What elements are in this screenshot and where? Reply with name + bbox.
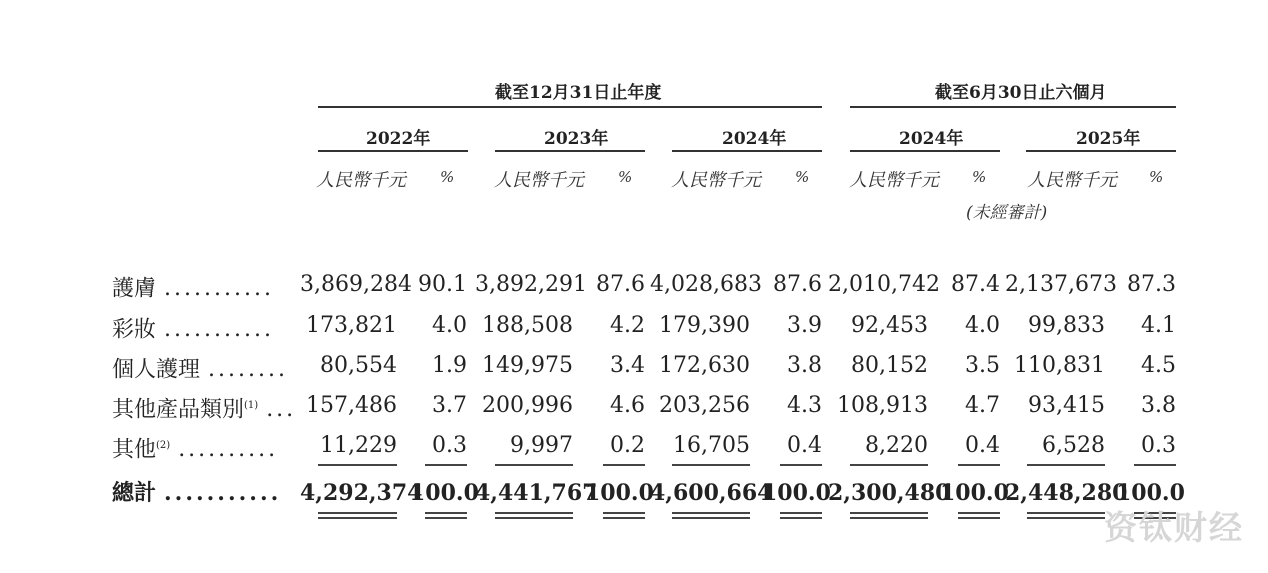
cell-2023-amount: 149,975 <box>482 353 573 378</box>
subtotal-rule <box>318 464 397 466</box>
cell-2024-interim-amount: 2,300,480 <box>828 480 951 506</box>
pct-label-2025-interim: % <box>1149 168 1164 186</box>
row-label: 彩妝 ........... <box>112 317 274 343</box>
table-row-makeup <box>0 309 1268 343</box>
header-group-annual-rule <box>318 106 822 108</box>
cell-2024-interim-pct: 4.7 <box>965 393 1000 418</box>
cell-2025-interim-pct: 100.0 <box>1116 480 1185 506</box>
year-rule-2024 <box>672 150 822 152</box>
cell-2024-interim-amount: 80,152 <box>851 353 928 378</box>
pct-label-2024: % <box>795 168 810 186</box>
cell-2024-interim-pct: 0.4 <box>965 433 1000 458</box>
cell-2025-interim-pct: 3.8 <box>1141 393 1176 418</box>
total-double-rule <box>318 517 397 519</box>
pct-label-2022: % <box>440 168 455 186</box>
subtotal-rule <box>672 464 750 466</box>
cell-2024-interim-amount: 108,913 <box>837 393 928 418</box>
total-double-rule <box>850 517 928 519</box>
cell-2023-amount: 200,996 <box>482 393 573 418</box>
cell-2022-amount: 3,869,284 <box>300 272 412 297</box>
subtotal-rule <box>425 464 467 466</box>
cell-2024-pct: 87.6 <box>773 272 822 297</box>
header-group-annual: 截至12月31日止年度 <box>495 83 662 103</box>
year-rule-2022 <box>318 150 468 152</box>
subtotal-rule <box>780 464 822 466</box>
subtotal-rule <box>495 464 573 466</box>
cell-2024-amount: 203,256 <box>659 393 750 418</box>
table-row-total <box>0 476 1268 510</box>
cell-2022-pct: 3.7 <box>432 393 467 418</box>
cell-2022-pct: 90.1 <box>418 272 467 297</box>
cell-2024-pct: 100.0 <box>762 480 831 506</box>
cell-2024-amount: 4,600,664 <box>650 480 773 506</box>
cell-2023-pct: 87.6 <box>596 272 645 297</box>
cell-2022-pct: 0.3 <box>432 433 467 458</box>
cell-2023-amount: 9,997 <box>510 433 573 458</box>
cell-2022-pct: 100.0 <box>410 480 479 506</box>
total-double-rule <box>603 517 645 519</box>
table-row-personal-care <box>0 349 1268 383</box>
total-double-rule <box>1027 512 1105 514</box>
total-double-rule <box>958 512 1000 514</box>
subtotal-rule <box>1027 464 1105 466</box>
cell-2022-amount: 157,486 <box>306 393 397 418</box>
cell-2022-pct: 1.9 <box>432 353 467 378</box>
cell-2024-interim-amount: 8,220 <box>865 433 928 458</box>
cell-2025-interim-pct: 4.5 <box>1141 353 1176 378</box>
cell-2025-interim-amount: 99,833 <box>1028 313 1105 338</box>
total-double-rule <box>850 512 928 514</box>
cell-2024-amount: 16,705 <box>673 433 750 458</box>
header-group-six-months: 截至6月30日止六個月 <box>935 83 1107 103</box>
cell-2022-amount: 80,554 <box>320 353 397 378</box>
cell-2022-amount: 4,292,374 <box>300 480 423 506</box>
cell-2025-interim-pct: 87.3 <box>1127 272 1176 297</box>
cell-2024-amount: 172,630 <box>659 353 750 378</box>
cell-2023-amount: 3,892,291 <box>475 272 587 297</box>
year-header-2024: 2024年 <box>722 129 787 149</box>
cell-2023-pct: 0.2 <box>610 433 645 458</box>
cell-2024-pct: 0.4 <box>787 433 822 458</box>
cell-2023-pct: 100.0 <box>585 480 654 506</box>
cell-2025-interim-amount: 93,415 <box>1028 393 1105 418</box>
cell-2024-interim-pct: 100.0 <box>940 480 1009 506</box>
header-group-six-months-rule <box>850 106 1176 108</box>
unaudited-label: (未經審計) <box>966 203 1048 223</box>
cell-2022-pct: 4.0 <box>432 313 467 338</box>
row-label: 總計 ........... <box>112 480 282 506</box>
watermark: 资钛财经 <box>1104 508 1244 547</box>
cell-2023-pct: 4.2 <box>610 313 645 338</box>
cell-2024-interim-amount: 2,010,742 <box>828 272 940 297</box>
total-double-rule <box>318 512 397 514</box>
total-double-rule <box>672 517 750 519</box>
year-header-2022: 2022年 <box>366 129 431 149</box>
subtotal-rule <box>958 464 1000 466</box>
cell-2024-interim-pct: 4.0 <box>965 313 1000 338</box>
cell-2025-interim-amount: 6,528 <box>1042 433 1105 458</box>
total-double-rule <box>603 512 645 514</box>
cell-2022-amount: 173,821 <box>306 313 397 338</box>
cell-2024-interim-pct: 87.4 <box>951 272 1000 297</box>
cell-2023-amount: 4,441,767 <box>475 480 598 506</box>
cell-2025-interim-amount: 2,448,280 <box>1005 480 1128 506</box>
cell-2024-interim-amount: 92,453 <box>851 313 928 338</box>
cell-2024-pct: 4.3 <box>787 393 822 418</box>
unit-label-2024-interim: 人民幣千元 <box>849 170 939 191</box>
table-row-other-categories <box>0 389 1268 423</box>
cell-2023-pct: 4.6 <box>610 393 645 418</box>
total-double-rule <box>672 512 750 514</box>
cell-2023-amount: 188,508 <box>482 313 573 338</box>
pct-label-2023: % <box>618 168 633 186</box>
unit-label-2024: 人民幣千元 <box>671 170 761 191</box>
cell-2025-interim-amount: 110,831 <box>1014 353 1105 378</box>
row-label: 其他產品類別$^{(1)}$ ... <box>112 397 297 423</box>
subtotal-rule <box>850 464 928 466</box>
total-double-rule <box>780 517 822 519</box>
table-row-skincare <box>0 268 1268 302</box>
row-label: 其他$^{(2)}$ .......... <box>112 437 279 463</box>
year-rule-2024-interim <box>850 150 1000 152</box>
table-row-others <box>0 429 1268 463</box>
cell-2024-pct: 3.8 <box>787 353 822 378</box>
cell-2025-interim-amount: 2,137,673 <box>1005 272 1117 297</box>
pct-label-2024-interim: % <box>972 168 987 186</box>
total-double-rule <box>780 512 822 514</box>
total-double-rule <box>495 512 573 514</box>
total-double-rule <box>958 517 1000 519</box>
cell-2024-amount: 179,390 <box>659 313 750 338</box>
year-header-2025-interim: 2025年 <box>1076 129 1141 149</box>
cell-2024-pct: 3.9 <box>787 313 822 338</box>
total-double-rule <box>1027 517 1105 519</box>
cell-2025-interim-pct: 4.1 <box>1141 313 1176 338</box>
row-label: 護膚 ........... <box>112 276 274 302</box>
total-double-rule <box>425 512 467 514</box>
year-rule-2025-interim <box>1026 150 1176 152</box>
year-header-2023: 2023年 <box>544 129 609 149</box>
total-double-rule <box>425 517 467 519</box>
unit-label-2025-interim: 人民幣千元 <box>1027 170 1117 191</box>
unit-label-2022: 人民幣千元 <box>316 170 406 191</box>
cell-2022-amount: 11,229 <box>320 433 397 458</box>
year-rule-2023 <box>495 150 645 152</box>
cell-2023-pct: 3.4 <box>610 353 645 378</box>
total-double-rule <box>495 517 573 519</box>
cell-2024-interim-pct: 3.5 <box>965 353 1000 378</box>
row-label: 個人護理 ........ <box>112 357 288 383</box>
cell-2025-interim-pct: 0.3 <box>1141 433 1176 458</box>
subtotal-rule <box>1134 464 1176 466</box>
subtotal-rule <box>603 464 645 466</box>
unit-label-2023: 人民幣千元 <box>494 170 584 191</box>
year-header-2024-interim: 2024年 <box>899 129 964 149</box>
cell-2024-amount: 4,028,683 <box>650 272 762 297</box>
